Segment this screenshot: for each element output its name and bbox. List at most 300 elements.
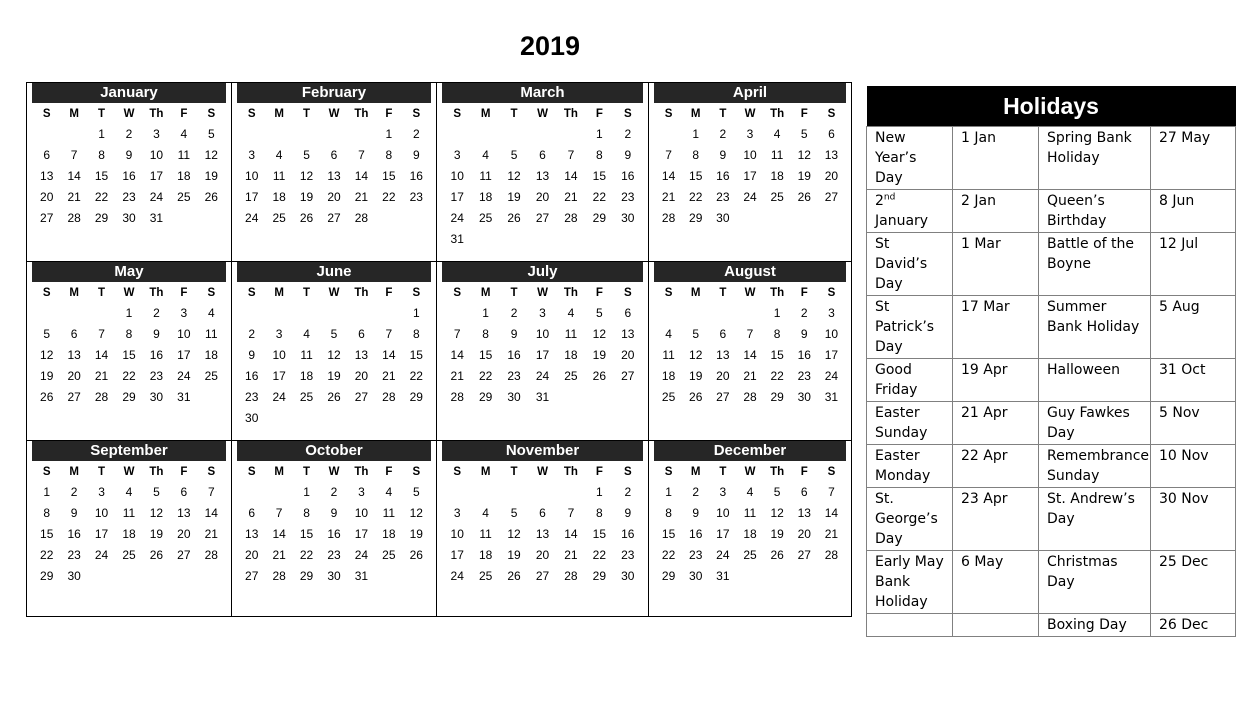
weekday-header: S	[453, 466, 462, 478]
day-cell: 7	[358, 148, 365, 162]
day-cell: 4	[567, 306, 575, 320]
empty-day-cell	[293, 124, 320, 145]
weekday-header: T	[510, 287, 518, 299]
holiday-date: 10 Nov	[1151, 445, 1236, 488]
day-cell: 28	[382, 390, 396, 404]
day-cell: 10	[824, 327, 839, 341]
day-cell: 14	[743, 348, 757, 362]
empty-day-cell	[33, 124, 60, 145]
day-cell: 29	[299, 569, 314, 583]
weekday-header: F	[385, 466, 393, 478]
month-header: November	[442, 441, 643, 461]
weekday-header: W	[537, 287, 548, 299]
day-cell: 30	[689, 569, 703, 583]
day-cell: 30	[621, 569, 635, 583]
day-cell: 15	[478, 348, 493, 362]
day-cell: 12	[797, 148, 811, 162]
day-cell: 30	[507, 390, 521, 404]
day-cell: 24	[716, 548, 730, 562]
day-cell: 23	[149, 369, 164, 383]
day-cell: 6	[539, 506, 546, 520]
day-cell: 13	[245, 527, 259, 541]
month-header: April	[654, 83, 846, 103]
day-cell: 29	[592, 569, 607, 583]
empty-day-cell	[471, 482, 499, 503]
day-cell: 31	[177, 390, 191, 404]
empty-day-cell	[528, 482, 556, 503]
day-cell: 18	[743, 527, 757, 541]
day-cell: 14	[204, 506, 218, 520]
days-grid	[443, 463, 642, 587]
holiday-date: 2 Jan	[953, 190, 1039, 233]
weekday-header: S	[247, 466, 256, 478]
empty-day-cell	[443, 303, 471, 324]
day-cell: 14	[94, 348, 109, 362]
weekday-header: S	[664, 287, 673, 299]
day-cell: 22	[592, 190, 607, 204]
weekday-header: T	[303, 466, 311, 478]
day-cell: 24	[177, 369, 191, 383]
day-cell: 26	[204, 190, 218, 204]
day-cell: 25	[478, 211, 493, 225]
day-cell: 2	[70, 485, 78, 499]
day-cell: 28	[743, 390, 757, 404]
month-april	[649, 83, 851, 262]
day-cell: 25	[177, 190, 191, 204]
holiday-name: St. Andrew’s Day	[1039, 488, 1151, 551]
day-cell: 5	[303, 148, 310, 162]
holiday-name: Christmas Day	[1039, 551, 1151, 614]
day-cell: 7	[385, 327, 393, 341]
day-cell: 13	[535, 169, 550, 183]
day-cell: 30	[716, 211, 730, 225]
day-cell: 17	[354, 527, 369, 541]
day-cell: 9	[70, 506, 78, 520]
day-cell: 1	[596, 485, 603, 499]
weekday-header: S	[623, 466, 632, 478]
holiday-name: Spring Bank Holiday	[1039, 127, 1151, 190]
day-cell: 24	[535, 369, 550, 383]
month-header: June	[237, 262, 431, 282]
month-january	[27, 83, 232, 262]
day-cell: 16	[327, 527, 341, 541]
day-cell: 29	[94, 211, 109, 225]
days-grid	[443, 105, 642, 250]
holiday-name: Easter Monday	[867, 445, 953, 488]
day-cell: 7	[275, 506, 283, 520]
day-cell: 4	[773, 127, 781, 141]
day-cell: 7	[665, 148, 672, 162]
day-cell: 27	[797, 548, 811, 562]
day-cell: 21	[743, 369, 757, 383]
day-cell: 10	[535, 327, 550, 341]
days-grid	[443, 284, 642, 408]
day-cell: 12	[409, 506, 423, 520]
day-cell: 16	[621, 169, 635, 183]
month-header: January	[32, 83, 226, 103]
day-cell: 2	[248, 327, 256, 341]
holiday-date: 12 Jul	[1151, 233, 1236, 296]
weekday-header: F	[180, 108, 188, 120]
day-cell: 6	[330, 148, 338, 162]
day-cell: 4	[303, 327, 310, 341]
day-cell: 6	[539, 148, 546, 162]
day-cell: 17	[824, 348, 839, 362]
weekday-header: F	[180, 466, 188, 478]
holiday-name	[867, 190, 953, 233]
day-cell: 8	[596, 148, 603, 162]
empty-day-cell	[88, 303, 115, 324]
weekday-header: W	[744, 287, 756, 299]
empty-day-cell	[238, 303, 265, 324]
day-cell: 24	[94, 548, 109, 562]
day-cell: 8	[665, 506, 672, 520]
day-cell: 15	[689, 169, 703, 183]
day-cell: 25	[564, 369, 578, 383]
day-cell: 5	[330, 327, 338, 341]
day-cell: 7	[746, 327, 754, 341]
day-cell: 9	[248, 348, 256, 362]
day-cell: 6	[719, 327, 727, 341]
month-july	[437, 262, 649, 441]
day-cell: 30	[621, 211, 635, 225]
weekday-header: M	[690, 287, 701, 299]
holiday-name: Halloween	[1039, 359, 1151, 402]
day-cell: 12	[507, 169, 521, 183]
day-cell: 27	[535, 569, 550, 583]
day-cell: 19	[507, 548, 521, 562]
day-cell: 1	[773, 306, 781, 320]
day-cell: 25	[122, 548, 136, 562]
day-cell: 12	[689, 348, 703, 362]
day-cell: 29	[592, 211, 607, 225]
holiday-date: 27 May	[1151, 127, 1236, 190]
day-cell: 17	[743, 169, 757, 183]
days-grid	[238, 284, 430, 429]
day-cell: 2	[412, 127, 420, 141]
day-cell: 17	[94, 527, 109, 541]
day-cell: 5	[692, 327, 700, 341]
day-cell: 27	[40, 211, 54, 225]
day-cell: 28	[94, 390, 109, 404]
day-cell: 27	[621, 369, 635, 383]
day-cell: 22	[122, 369, 136, 383]
holiday-date: 30 Nov	[1151, 488, 1236, 551]
day-cell: 16	[122, 169, 136, 183]
weekday-header: S	[42, 466, 51, 478]
month-header: February	[237, 83, 431, 103]
weekday-header: Th	[354, 287, 369, 299]
day-cell: 19	[592, 348, 607, 362]
day-cell: 30	[67, 569, 81, 583]
day-cell: 18	[478, 190, 493, 204]
weekday-header: S	[623, 108, 632, 120]
day-cell: 15	[661, 527, 676, 541]
day-cell: 19	[204, 169, 218, 183]
month-march	[437, 83, 649, 262]
day-cell: 9	[692, 506, 700, 520]
days-grid	[33, 284, 225, 408]
day-cell: 13	[67, 348, 81, 362]
day-cell: 13	[177, 506, 191, 520]
days-grid	[655, 105, 845, 229]
day-cell: 11	[770, 148, 784, 162]
day-cell: 3	[719, 485, 727, 499]
day-cell: 18	[122, 527, 136, 541]
holiday-row	[867, 402, 1236, 445]
holiday-row	[867, 190, 1236, 233]
day-cell: 26	[507, 569, 521, 583]
weekday-header: S	[453, 287, 462, 299]
empty-day-cell	[682, 303, 709, 324]
weekday-header: Th	[563, 108, 578, 120]
empty-day-cell	[60, 303, 87, 324]
weekday-header: M	[274, 287, 284, 299]
day-cell: 3	[453, 506, 461, 520]
weekday-header: M	[274, 108, 284, 120]
day-cell: 24	[450, 569, 464, 583]
empty-day-cell	[443, 482, 471, 503]
day-cell: 8	[412, 327, 420, 341]
day-cell: 22	[770, 369, 784, 383]
day-cell: 15	[592, 527, 607, 541]
day-cell: 5	[207, 127, 215, 141]
weekday-header: S	[42, 108, 51, 120]
day-cell: 25	[478, 569, 493, 583]
days-grid	[238, 463, 430, 587]
day-cell: 27	[354, 390, 369, 404]
day-cell: 10	[94, 506, 109, 520]
weekday-header: F	[595, 108, 603, 120]
holidays-title: Holidays	[867, 86, 1236, 127]
day-cell: 22	[409, 369, 423, 383]
month-header: August	[654, 262, 846, 282]
day-cell: 23	[122, 190, 136, 204]
day-cell: 11	[564, 327, 578, 341]
weekday-header: T	[98, 108, 106, 120]
day-cell: 8	[303, 506, 310, 520]
day-cell: 9	[330, 506, 338, 520]
day-cell: 22	[299, 548, 314, 562]
day-cell: 1	[385, 127, 393, 141]
day-cell: 13	[327, 169, 341, 183]
day-cell: 11	[205, 327, 218, 341]
empty-day-cell	[348, 303, 375, 324]
empty-day-cell	[320, 124, 347, 145]
day-cell: 12	[592, 327, 607, 341]
empty-day-cell	[265, 482, 292, 503]
weekday-header: W	[537, 466, 548, 478]
day-cell: 6	[624, 306, 632, 320]
weekday-header: S	[207, 287, 216, 299]
day-cell: 16	[149, 348, 164, 362]
day-cell: 20	[354, 369, 369, 383]
empty-day-cell	[471, 124, 499, 145]
day-cell: 20	[621, 348, 635, 362]
holiday-row	[867, 614, 1236, 637]
day-cell: 10	[149, 148, 164, 162]
empty-day-cell	[265, 303, 292, 324]
day-cell: 3	[248, 148, 256, 162]
weekday-header: W	[744, 108, 756, 120]
day-cell: 18	[204, 348, 218, 362]
holidays-table	[866, 86, 1236, 637]
day-cell: 3	[453, 148, 461, 162]
day-cell: 30	[797, 390, 811, 404]
day-cell: 21	[450, 369, 464, 383]
day-cell: 17	[450, 548, 464, 562]
holiday-name: Good Friday	[867, 359, 953, 402]
day-cell: 10	[245, 169, 259, 183]
day-cell: 2	[510, 306, 518, 320]
day-cell: 18	[272, 190, 286, 204]
day-cell: 13	[535, 527, 550, 541]
day-cell: 29	[478, 390, 493, 404]
empty-day-cell	[443, 124, 471, 145]
holiday-date: 26 Dec	[1151, 614, 1236, 637]
day-cell: 14	[661, 169, 676, 183]
weekday-header: Th	[563, 287, 578, 299]
day-cell: 19	[409, 527, 423, 541]
day-cell: 9	[624, 506, 632, 520]
day-cell: 8	[596, 506, 603, 520]
day-cell: 4	[385, 485, 393, 499]
day-cell: 17	[535, 348, 550, 362]
day-cell: 16	[716, 169, 730, 183]
day-cell: 25	[272, 211, 286, 225]
day-cell: 19	[299, 190, 314, 204]
day-cell: 25	[770, 190, 784, 204]
day-cell: 20	[535, 548, 550, 562]
day-cell: 21	[94, 369, 109, 383]
day-cell: 11	[479, 527, 492, 541]
day-cell: 11	[743, 506, 757, 520]
day-cell: 27	[177, 548, 191, 562]
day-cell: 8	[773, 327, 781, 341]
day-cell: 10	[272, 348, 286, 362]
day-cell: 14	[67, 169, 81, 183]
day-cell: 19	[689, 369, 703, 383]
days-grid	[238, 105, 430, 229]
day-cell: 10	[716, 506, 730, 520]
empty-day-cell	[375, 303, 402, 324]
weekday-header: M	[274, 466, 284, 478]
day-cell: 7	[70, 148, 78, 162]
day-cell: 23	[797, 369, 811, 383]
day-cell: 23	[689, 548, 703, 562]
empty-day-cell	[348, 124, 375, 145]
holiday-name: New Year’s Day	[867, 127, 953, 190]
weekday-header: F	[385, 287, 393, 299]
holiday-date: 25 Dec	[1151, 551, 1236, 614]
day-cell: 7	[98, 327, 105, 341]
day-cell: 26	[149, 548, 164, 562]
day-cell: 23	[621, 548, 635, 562]
day-cell: 21	[661, 190, 676, 204]
month-header: September	[32, 441, 226, 461]
day-cell: 19	[507, 190, 521, 204]
month-header: December	[654, 441, 846, 461]
holiday-row	[867, 445, 1236, 488]
weekday-header: T	[510, 466, 518, 478]
day-cell: 4	[746, 485, 754, 499]
day-cell: 30	[327, 569, 341, 583]
day-cell: 22	[94, 190, 109, 204]
day-cell: 16	[245, 369, 259, 383]
day-cell: 21	[564, 548, 578, 562]
day-cell: 2	[330, 485, 338, 499]
day-cell: 1	[98, 127, 105, 141]
day-cell: 1	[596, 127, 603, 141]
day-cell: 16	[797, 348, 811, 362]
day-cell: 26	[327, 390, 341, 404]
day-cell: 16	[507, 348, 521, 362]
day-cell: 13	[40, 169, 54, 183]
day-cell: 26	[299, 211, 314, 225]
month-november	[437, 441, 649, 616]
day-cell: 22	[40, 548, 54, 562]
day-cell: 12	[149, 506, 164, 520]
day-cell: 31	[354, 569, 369, 583]
weekday-header: M	[69, 466, 79, 478]
day-cell: 14	[382, 348, 396, 362]
weekday-header: M	[690, 108, 701, 120]
day-cell: 5	[412, 485, 420, 499]
empty-day-cell	[293, 303, 320, 324]
day-cell: 31	[149, 211, 164, 225]
day-cell: 1	[303, 485, 310, 499]
holiday-name: St. George’s Day	[867, 488, 953, 551]
day-cell: 11	[662, 348, 675, 362]
day-cell: 21	[824, 527, 839, 541]
days-grid	[655, 463, 845, 587]
holiday-name: Guy Fawkes Day	[1039, 402, 1151, 445]
empty-day-cell	[265, 124, 292, 145]
day-cell: 15	[382, 169, 396, 183]
weekday-header: S	[247, 287, 256, 299]
holiday-date	[953, 614, 1039, 637]
weekday-header: W	[328, 466, 340, 478]
days-grid	[33, 105, 225, 229]
holiday-row	[867, 296, 1236, 359]
holiday-date: 21 Apr	[953, 402, 1039, 445]
day-cell: 18	[382, 527, 396, 541]
weekday-header: W	[328, 287, 340, 299]
weekday-header: Th	[354, 466, 369, 478]
day-cell: 15	[299, 527, 314, 541]
days-grid	[655, 284, 845, 408]
weekday-header: Th	[563, 466, 578, 478]
weekday-header: S	[412, 108, 421, 120]
day-cell: 23	[327, 548, 341, 562]
weekday-header: S	[827, 466, 836, 478]
holiday-date: 19 Apr	[953, 359, 1039, 402]
holiday-name: Early May Bank Holiday	[867, 551, 953, 614]
day-cell: 24	[149, 190, 164, 204]
day-cell: 26	[409, 548, 423, 562]
day-cell: 10	[177, 327, 191, 341]
day-cell: 9	[412, 148, 420, 162]
weekday-header: F	[595, 466, 603, 478]
day-cell: 9	[624, 148, 632, 162]
weekday-header: W	[123, 108, 135, 120]
holiday-name: Queen’s Birthday	[1039, 190, 1151, 233]
holiday-date: 8 Jun	[1151, 190, 1236, 233]
holiday-name: Battle of the Boyne	[1039, 233, 1151, 296]
day-cell: 3	[153, 127, 160, 141]
day-cell: 21	[67, 190, 81, 204]
day-cell: 7	[567, 148, 575, 162]
